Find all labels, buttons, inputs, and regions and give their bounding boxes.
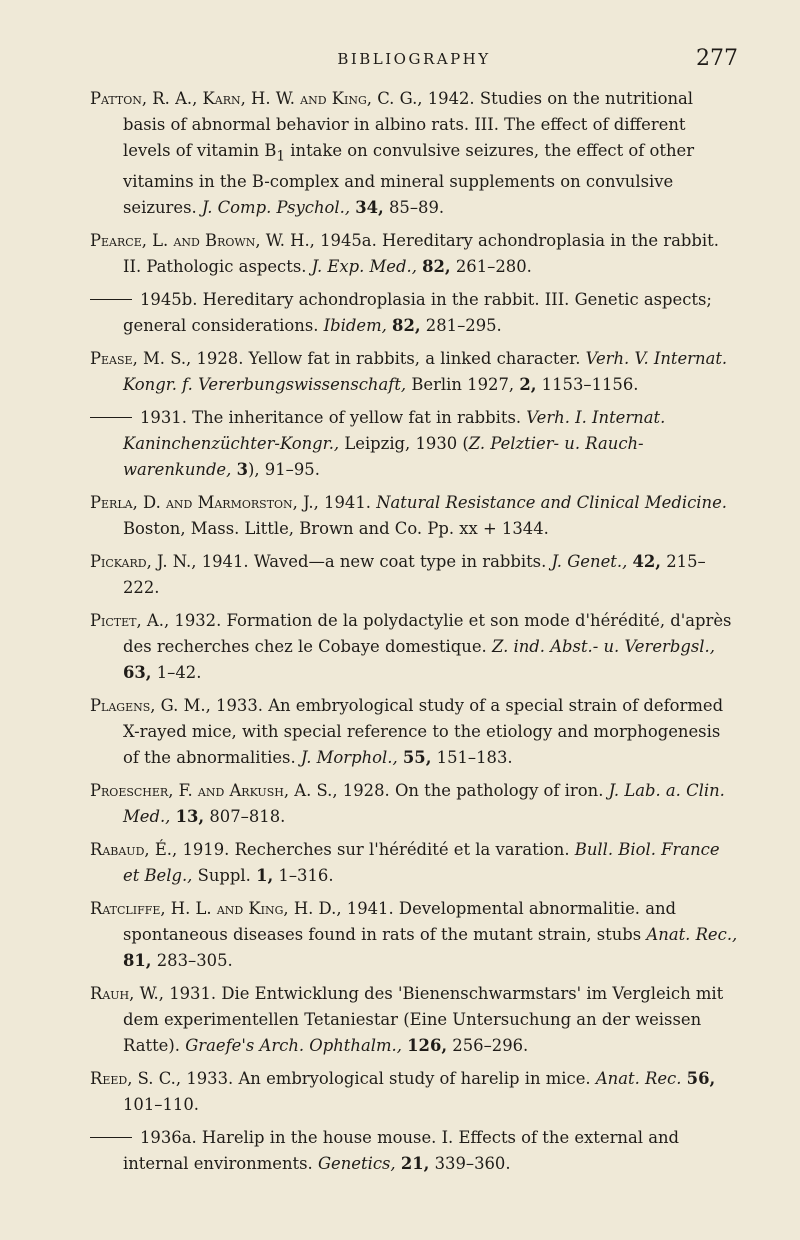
bibliography-entry — [90, 405, 738, 483]
entry-pages: 807–818. — [209, 807, 286, 827]
entry-title: On the pathology of iron. — [394, 781, 604, 801]
entry-author: Plagens, G. M., — [90, 696, 211, 716]
entry-volume: 3 — [236, 460, 248, 480]
bibliography-entry — [90, 1066, 738, 1118]
entry-year: 1932. — [174, 611, 222, 631]
entry-volume: 55, — [402, 748, 432, 768]
page-number: 277 — [696, 46, 738, 71]
bibliography-entry — [90, 228, 738, 280]
entry-journal: Verh. V. Internat. Kongr. f. Vererbungswissenschaft, — [123, 349, 728, 395]
entry-extra: Boston, Mass. Little, Brown and Co. Pp. xx + 1344. — [123, 519, 549, 539]
bibliography-entry — [90, 837, 738, 889]
entry-author: Rabaud, É., — [90, 840, 178, 860]
entry-year: 1931. — [169, 984, 217, 1004]
bibliography-entry — [90, 693, 738, 771]
entry-pages: 283–305. — [156, 951, 233, 971]
entry-journal: Ibidem, — [323, 316, 387, 336]
ditto-dash — [90, 299, 132, 300]
entry-pages: 1–42. — [156, 663, 202, 683]
entry-title: Studies on the nutritional basis of abnormal behavior in albino rats. III. The effect of different levels of vitamin B — [123, 89, 694, 160]
bibliography-entry — [90, 896, 738, 974]
entry-journal: J. Genet., — [551, 552, 628, 572]
entry-year: 1942. — [427, 89, 475, 108]
entry-pages: 256–296. — [452, 1036, 529, 1056]
entry-volume: 1, — [256, 866, 274, 886]
bibliography-entry — [90, 86, 738, 221]
entry-year: 1928. — [342, 781, 390, 801]
entry-year: 1928. — [196, 349, 244, 369]
bibliography-entry — [90, 490, 738, 542]
entry-journal: Z. ind. Abst.- u. Vererbgsl., — [491, 637, 715, 657]
entry-title: Formation de la polydactylie et son mode d'hérédité, d'après des recherches chez le Cobaye domestique. — [123, 611, 732, 657]
entry-title: An embryological study of harelip in mice. — [238, 1069, 591, 1089]
entry-author: Pickard, J. N., — [90, 552, 197, 572]
entry-title: Harelip in the house mouse. I. Effects of the external and internal environments. — [123, 1128, 680, 1174]
entry-volume: 42, — [632, 552, 662, 572]
entry-volume: 13, — [175, 807, 205, 827]
entry-pages: ), 91–95. — [247, 460, 320, 480]
entry-volume: 21, — [400, 1154, 430, 1174]
entry-year: 1941. — [346, 899, 394, 919]
ditto-dash — [90, 417, 132, 418]
entry-year: 1945b. — [140, 290, 198, 310]
entry-pages: 215–222. — [123, 552, 706, 598]
bibliography-entry — [90, 287, 738, 339]
entry-extra: Suppl. — [197, 866, 251, 886]
entry-title: Yellow fat in rabbits, a linked character. — [248, 349, 581, 369]
entry-title: Developmental abnormalitie. and spontaneous diseases found in rats of the mutant strain, stubs — [123, 899, 677, 945]
entry-journal: Graefe's Arch. Ophthalm., — [185, 1036, 402, 1056]
entry-volume: 63, — [123, 663, 152, 683]
bibliography-entry — [90, 549, 738, 601]
bibliography-entry — [90, 608, 738, 686]
bibliography-entry — [90, 778, 738, 830]
entry-year: 1945a. — [320, 231, 377, 251]
entry-year: 1936a. — [140, 1128, 197, 1148]
entry-journal-2: Z. Pelztier- u. Rauch-warenkunde, — [123, 434, 644, 480]
entry-title: Die Entwicklung des 'Bienenschwarmstars' im Vergleich mit dem experimentellen Tetaniestar (Eine Untersuchung an der weissen Ratte). — [123, 984, 724, 1056]
entry-year: 1933. — [186, 1069, 234, 1089]
entry-year: 1941. — [324, 493, 371, 513]
entry-author: Reed, S. C., — [90, 1069, 182, 1089]
entry-author: Pearce, L. and Brown, W. H., — [90, 231, 315, 251]
entry-title: Hereditary achondroplasia in the rabbit. II. Pathologic aspects. — [123, 231, 719, 277]
entry-author: Rauh, W., — [90, 984, 164, 1004]
entry-pages: 1153–1156. — [541, 375, 639, 395]
entry-title: The inheritance of yellow fat in rabbits. — [192, 408, 522, 428]
entry-year: 1919. — [182, 840, 230, 860]
entry-title: Recherches sur l'hérédité et la varation. — [234, 840, 570, 860]
entry-title: An embryological study of a special strain of deformed X-rayed mice, with special reference to the etiology and morphogenesis of the abnormalities. — [123, 696, 724, 768]
entry-author: Perla, D. and Marmorston, J., — [90, 493, 319, 513]
entry-journal: J. Morphol., — [300, 748, 398, 768]
entry-volume: 34, — [355, 198, 384, 218]
entry-journal: Natural Resistance and Clinical Medicine. — [376, 493, 727, 513]
entry-volume: 2, — [519, 375, 537, 395]
entry-journal: J. Exp. Med., — [311, 257, 417, 277]
entry-pages: 339–360. — [434, 1154, 511, 1174]
entry-journal: Anat. Rec. — [595, 1069, 682, 1089]
entry-title-cont: intake on convulsive seizures, the effect of other vitamins in the B-complex and mineral supplements on convulsive seizures. — [123, 141, 695, 218]
entry-pages: 85–89. — [388, 198, 445, 218]
entry-journal: Anat. Rec., — [646, 925, 738, 945]
bibliography-entry — [90, 346, 738, 398]
entry-pages: 101–110. — [123, 1095, 199, 1115]
entry-pages: 261–280. — [455, 257, 532, 277]
entry-subscript: 1 — [276, 148, 286, 165]
running-title: BIBLIOGRAPHY — [337, 50, 491, 68]
page-header — [90, 46, 738, 76]
entry-year: 1933. — [216, 696, 263, 716]
entry-volume: 82, — [392, 316, 421, 336]
entry-volume: 126, — [407, 1036, 448, 1056]
entry-pages: 1–316. — [278, 866, 334, 886]
entry-author: Ratcliffe, H. L. and King, H. D., — [90, 899, 342, 919]
entry-author: Proescher, F. and Arkush, A. S., — [90, 781, 338, 801]
entry-author: Pease, M. S., — [90, 349, 192, 369]
entry-author: Patton, R. A., Karn, H. W. and King, C. G., — [90, 89, 423, 108]
entry-journal: Bull. Biol. France et Belg., — [123, 840, 720, 886]
entry-pages: 281–295. — [425, 316, 502, 336]
entry-volume: 81, — [123, 951, 152, 971]
bibliography-entry — [90, 981, 738, 1059]
entry-extra: Leipzig, 1930 ( — [344, 434, 469, 454]
entry-volume: 56, — [686, 1069, 716, 1089]
bibliography-list — [90, 86, 738, 1184]
entry-journal: Genetics, — [317, 1154, 396, 1174]
entry-author: Pictet, A., — [90, 611, 170, 631]
entry-journal: Verh. I. Internat. Kaninchenzüchter-Kongr., — [123, 408, 666, 454]
entry-title: Waved—a new coat type in rabbits. — [253, 552, 547, 572]
entry-pages: 151–183. — [436, 748, 513, 768]
entry-journal: J. Comp. Psychol., — [201, 198, 351, 218]
bibliography-entry — [90, 1125, 738, 1177]
ditto-dash — [90, 1137, 132, 1138]
entry-extra: Berlin 1927, — [411, 375, 515, 395]
entry-title: Hereditary achondroplasia in the rabbit. III. Genetic aspects; general considerations. — [123, 290, 712, 336]
entry-volume: 82, — [422, 257, 451, 277]
entry-year: 1931. — [140, 408, 187, 428]
entry-year: 1941. — [201, 552, 249, 572]
entry-journal: J. Lab. a. Clin. Med., — [123, 781, 725, 827]
